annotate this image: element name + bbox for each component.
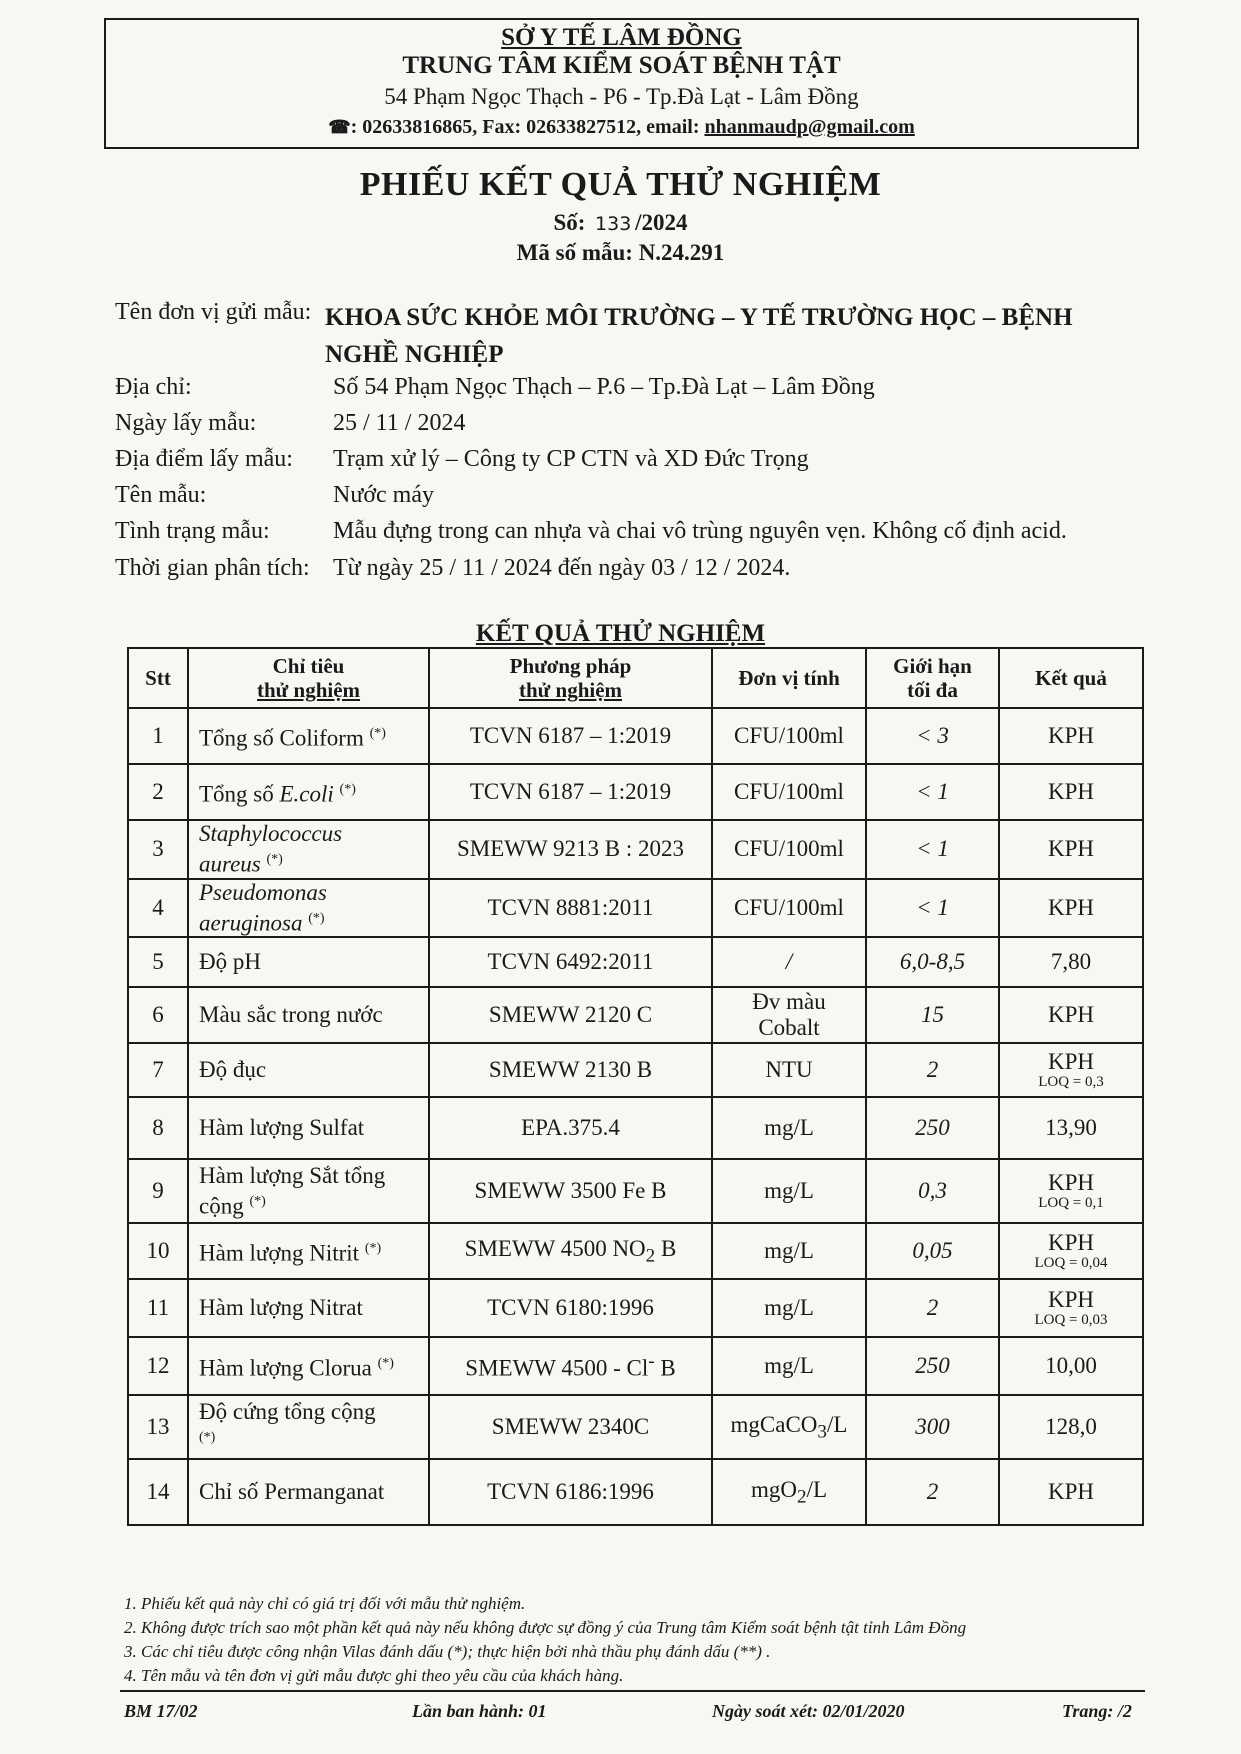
footnote: 4. Tên mẫu và tên đơn vị gửi mẫu được ghi theo yêu cầu của khách hàng. [124,1666,624,1685]
sampling-place-label: Địa điểm lấy mẫu: [115,446,293,472]
row-result: KPH LOQ = 0,1 [999,1159,1143,1223]
row-stt: 1 [128,708,188,764]
unit-value: KHOA SỨC KHỎE MÔI TRƯỜNG – Y TẾ TRƯỜNG HỌC – BỆNH NGHỀ NGHIỆP [325,304,1073,368]
row-limit: 6,0-8,5 [866,937,999,987]
email-link[interactable]: nhanmaudp@gmail.com [704,116,915,138]
row-stt: 8 [128,1097,188,1159]
analysis-time-label: Thời gian phân tích: [115,555,310,581]
table-row [128,1043,1143,1097]
row-stt: 2 [128,764,188,820]
analysis-time-value: Từ ngày 25 / 11 / 2024 đến ngày 03 / 12 / 2024. [333,555,791,581]
row-limit: 250 [866,1337,999,1395]
row-limit: 250 [866,1097,999,1159]
row-unit: mg/L [712,1223,866,1279]
row-stt: 9 [128,1159,188,1223]
loq-note: LOQ = 0,04 [1034,1255,1108,1272]
unit-label: Tên đơn vị gửi mẫu: [115,299,312,325]
row-unit: NTU [712,1043,866,1097]
table-row [128,1395,1143,1459]
report-number [0,210,1241,236]
header-stt: Stt [128,648,188,708]
row-indicator: Staphylococcus aureus (*) [188,820,429,879]
table-row [128,1279,1143,1337]
header-result: Kết quả [999,648,1143,708]
footnote: 1. Phiếu kết quả này chỉ có giá trị đối với mẫu thử nghiệm. [124,1594,526,1613]
row-unit: Đv màu Cobalt [712,987,866,1043]
sampling-date-label: Ngày lấy mẫu: [115,410,257,436]
row-limit: 2 [866,1043,999,1097]
row-stt: 12 [128,1337,188,1395]
row-indicator: Hàm lượng Sulfat [188,1097,429,1159]
sampling-date-value: 25 / 11 / 2024 [333,410,466,436]
table-row [128,1459,1143,1525]
loq-note: LOQ = 0,1 [1038,1195,1104,1212]
table-row [128,708,1143,764]
row-indicator: Độ pH [188,937,429,987]
row-method: SMEWW 4500 - Cl- B [429,1337,712,1395]
results-title: KẾT QUẢ THỬ NGHIỆM [475,620,766,647]
phone-icon: ☎ [328,117,351,137]
row-limit: 15 [866,987,999,1043]
contact-line [106,116,1137,139]
row-result: KPH LOQ = 0,03 [999,1279,1143,1337]
sample-status-value: Mẫu đựng trong can nhựa và chai vô trùng nguyên vẹn. Không cố định acid. [333,518,1067,544]
row-unit: mg/L [712,1337,866,1395]
row-method: SMEWW 3500 Fe B [429,1159,712,1223]
report-number-label: Số: [553,210,586,235]
row-result: KPH [999,987,1143,1043]
row-unit: mg/L [712,1097,866,1159]
row-indicator: Màu sắc trong nước [188,987,429,1043]
row-indicator: Hàm lượng Clorua (*) [188,1337,429,1395]
row-unit: CFU/100ml [712,708,866,764]
row-method: TCVN 6180:1996 [429,1279,712,1337]
loq-note: LOQ = 0,03 [1034,1312,1108,1329]
row-indicator: Hàm lượng Nitrat [188,1279,429,1337]
sampling-place-value: Trạm xử lý – Công ty CP CTN và XD Đức Trọng [333,446,809,472]
sample-status-label: Tình trạng mẫu: [115,518,270,544]
table-row [128,987,1143,1043]
row-stt: 11 [128,1279,188,1337]
row-result: 128,0 [999,1395,1143,1459]
sample-code: Mã số mẫu: N.24.291 [516,240,725,265]
row-result: KPH [999,764,1143,820]
row-stt: 4 [128,879,188,938]
row-limit: 0,3 [866,1159,999,1223]
row-limit: < 1 [866,820,999,879]
table-header-row [128,648,1143,708]
table-row [128,1337,1143,1395]
form-code: BM 17/02 [124,1701,198,1721]
row-method: TCVN 6187 – 1:2019 [429,708,712,764]
address-value: Số 54 Phạm Ngọc Thạch – P.6 – Tp.Đà Lạt – Lâm Đồng [333,374,875,400]
report-number-handwritten: 133 [595,213,632,235]
row-unit: / [712,937,866,987]
row-indicator: Tổng số Coliform (*) [188,708,429,764]
row-indicator: Tổng số E.coli (*) [188,764,429,820]
row-limit: 2 [866,1459,999,1525]
row-stt: 6 [128,987,188,1043]
row-result: 10,00 [999,1337,1143,1395]
row-method: TCVN 6186:1996 [429,1459,712,1525]
issue-number: Lần ban hành: 01 [412,1701,547,1721]
row-method: SMEWW 4500 $NO_2$ B [429,1223,712,1279]
row-limit: 0,05 [866,1223,999,1279]
row-method: SMEWW 2120 C [429,987,712,1043]
row-stt: 7 [128,1043,188,1097]
row-method: TCVN 6187 – 1:2019 [429,764,712,820]
report-title: PHIẾU KẾT QUẢ THỬ NGHIỆM [359,166,882,203]
table-row [128,820,1143,879]
row-unit: mg/L [712,1279,866,1337]
row-method: SMEWW 2130 B [429,1043,712,1097]
footnotes [124,1592,966,1688]
row-limit: 2 [866,1279,999,1337]
table-row [128,764,1143,820]
department-name: SỞ Y TẾ LÂM ĐỒNG [501,24,742,51]
results-table [127,647,1144,1526]
row-result: KPH LOQ = 0,3 [999,1043,1143,1097]
row-unit: mgO$_2$/L [712,1459,866,1525]
row-method: TCVN 8881:2011 [429,879,712,938]
row-result: KPH LOQ = 0,04 [999,1223,1143,1279]
table-row [128,879,1143,938]
row-indicator: Độ cứng tổng cộng (*) [188,1395,429,1459]
row-limit: < 1 [866,764,999,820]
row-method: SMEWW 2340C [429,1395,712,1459]
center-name: TRUNG TÂM KIỂM SOÁT BỆNH TẬT [402,52,841,79]
row-indicator: Độ đục [188,1043,429,1097]
row-method: EPA.375.4 [429,1097,712,1159]
center-address: 54 Phạm Ngọc Thạch - P6 - Tp.Đà Lạt - Lâm Đồng [384,84,859,109]
row-method: SMEWW 9213 B : 2023 [429,820,712,879]
letterhead [104,18,1139,149]
header-method: Phương pháp thử nghiệm [429,648,712,708]
review-date: Ngày soát xét: 02/01/2020 [712,1701,905,1721]
row-result: 13,90 [999,1097,1143,1159]
row-unit: CFU/100ml [712,764,866,820]
header-unit: Đơn vị tính [712,648,866,708]
table-row [128,1159,1143,1223]
header-indicator: Chỉ tiêu thử nghiệm [188,648,429,708]
row-stt: 5 [128,937,188,987]
sample-name-value: Nước máy [333,482,435,508]
row-stt: 3 [128,820,188,879]
row-unit: CFU/100ml [712,879,866,938]
table-row [128,1223,1143,1279]
sample-name-label: Tên mẫu: [115,482,207,508]
row-stt: 14 [128,1459,188,1525]
row-limit: < 3 [866,708,999,764]
row-result: KPH [999,879,1143,938]
row-limit: < 1 [866,879,999,938]
row-stt: 10 [128,1223,188,1279]
row-unit: mgCaCO$_3$/L [712,1395,866,1459]
row-unit: CFU/100ml [712,820,866,879]
loq-note: LOQ = 0,3 [1038,1074,1104,1091]
footer-divider [120,1690,1145,1692]
address-label: Địa chỉ: [115,374,192,400]
row-result: 7,80 [999,937,1143,987]
row-indicator: Chỉ số Permanganat [188,1459,429,1525]
row-result: KPH [999,820,1143,879]
table-row [128,1097,1143,1159]
row-unit: mg/L [712,1159,866,1223]
row-limit: 300 [866,1395,999,1459]
row-indicator: Hàm lượng Nitrit (*) [188,1223,429,1279]
header-limit: Giới hạn tối đa [866,648,999,708]
row-result: KPH [999,1459,1143,1525]
row-indicator: Pseudomonas aeruginosa (*) [188,879,429,938]
row-method: TCVN 6492:2011 [429,937,712,987]
row-result: KPH [999,708,1143,764]
footnote: 2. Không được trích sao một phần kết quả này nếu không được sự đồng ý của Trung tâm Kiểm soát bệnh tật tỉnh Lâm Đồng [124,1618,967,1637]
row-stt: 13 [128,1395,188,1459]
footnote: 3. Các chỉ tiêu được công nhận Vilas đánh dấu (*); thực hiện bởi nhà thầu phụ đánh dấu (**) . [124,1642,771,1661]
contact-text: : 02633816865, Fax: 02633827512, email: [350,116,705,138]
table-row [128,937,1143,987]
report-number-year: /2024 [635,210,688,235]
page-number: Trang: /2 [1062,1701,1132,1721]
row-indicator: Hàm lượng Sắt tổng cộng (*) [188,1159,429,1223]
